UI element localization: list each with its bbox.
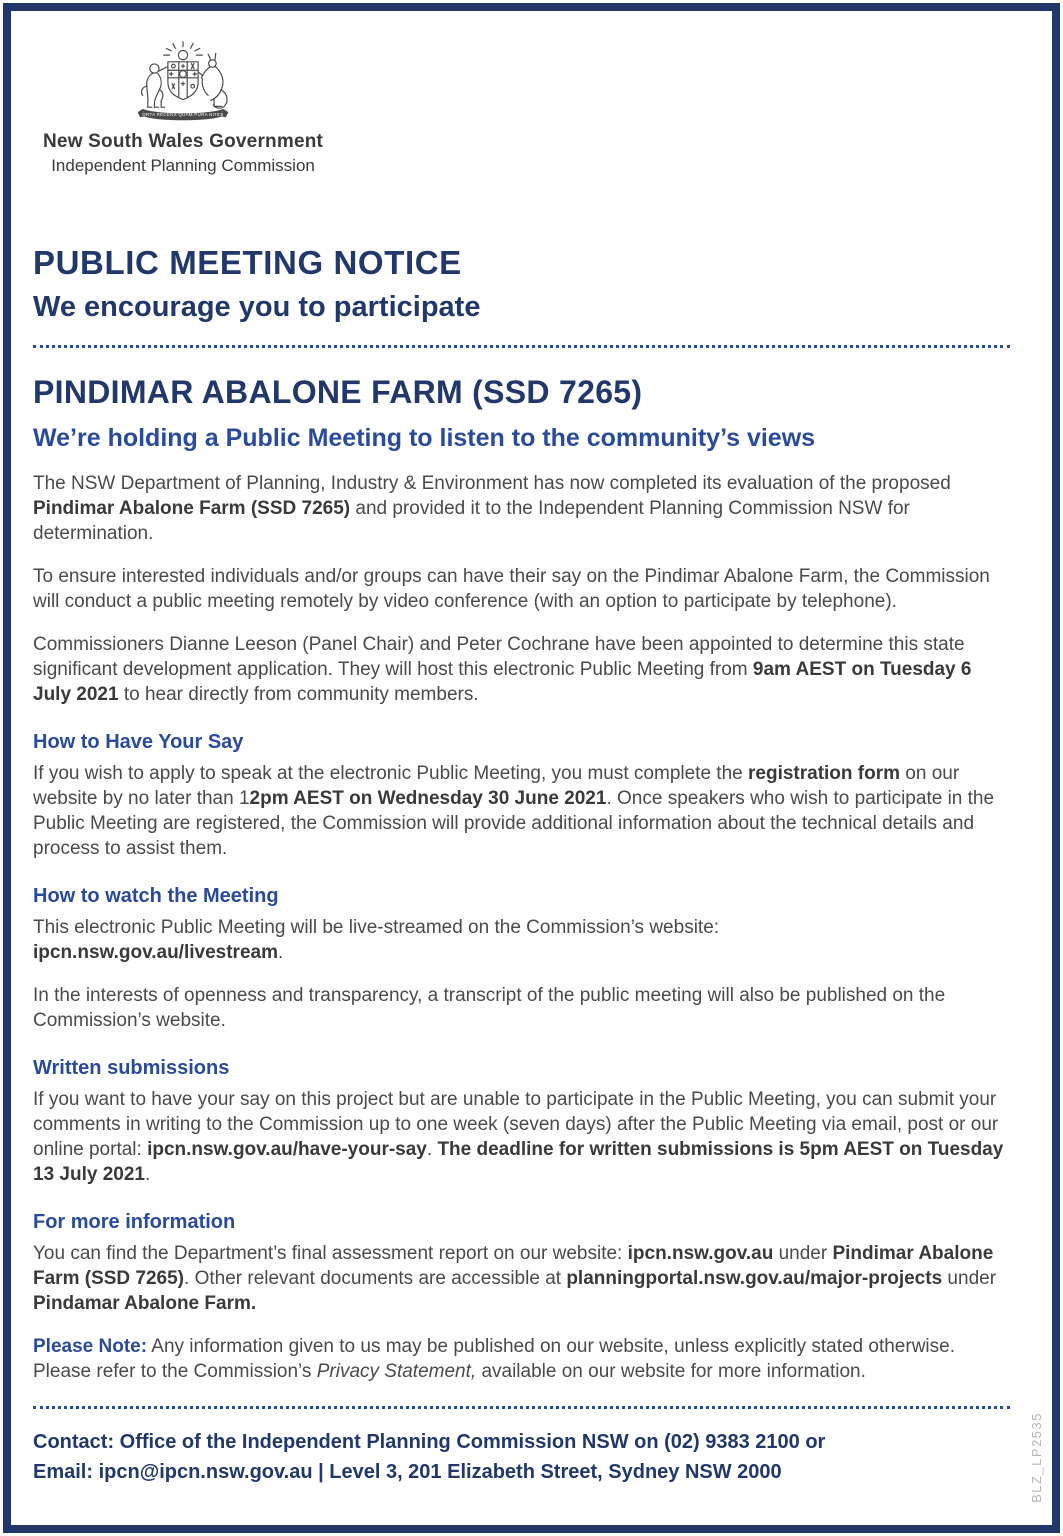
- dotted-divider-bottom: [33, 1406, 1010, 1409]
- print-code: BLZ_LP2535: [1029, 1412, 1044, 1503]
- contact-line-1: Contact: Office of the Independent Planning Commission NSW on (02) 9383 2100 or: [33, 1431, 826, 1453]
- section-heading-watch-meeting: How to watch the Meeting: [33, 885, 279, 907]
- section-more-information-paragraph: You can find the Department’s final assessment report on our website: ipcn.nsw.gov.au under Pindimar Abalone Farm (SSD 7265). Other relevant documents are accessible at planningportal.nsw.gov.au/major-projects under Pindamar Abalone Farm.: [33, 1243, 997, 1314]
- project-title: PINDIMAR ABALONE FARM (SSD 7265): [33, 374, 643, 410]
- nsw-government-logo: [43, 37, 323, 176]
- section-watch-meeting-paragraph-1: This electronic Public Meeting will be live-streamed on the Commission’s website: ipcn.nsw.gov.au/livestream.: [33, 917, 720, 963]
- contact-line-2: Email: ipcn@ipcn.nsw.gov.au | Level 3, 201 Elizabeth Street, Sydney NSW 2000: [33, 1461, 782, 1483]
- crest-motto: ORTA RECENS QUAM PURA NITES: [142, 112, 224, 118]
- notice-title: PUBLIC MEETING NOTICE: [33, 244, 462, 281]
- section-have-your-say-paragraph: If you wish to apply to speak at the electronic Public Meeting, you must complete the registration form on our website by no later than 12pm AEST on Wednesday 30 June 2021. Once speakers who wish to participate in the Public Meeting are registered, the Commission will provide additional information about the technical details and process to assist them.: [33, 763, 995, 859]
- notice-subtitle: We encourage you to participate: [33, 291, 481, 323]
- org-name: New South Wales Government: [43, 131, 324, 152]
- intro-paragraph-1: The NSW Department of Planning, Industry & Environment has now completed its evaluation of the proposed Pindimar Abalone Farm (SSD 7265) and provided it to the Independent Planning Commission NSW for determination.: [33, 473, 951, 544]
- lion-supporter: [142, 64, 168, 107]
- intro-paragraph-2: To ensure interested individuals and/or groups can have their say on the Pindimar Abalone Farm, the Commission will conduct a public meeting remotely by video conference (with an option to participate by telephone).: [33, 566, 990, 612]
- section-heading-more-information: For more information: [33, 1211, 236, 1233]
- project-subtitle: We’re holding a Public Meeting to listen to the community’s views: [33, 424, 816, 452]
- dotted-divider-top: [33, 345, 1010, 348]
- contact-block: [33, 1427, 1010, 1487]
- section-written-submissions-paragraph: If you want to have your say on this project but are unable to participate in the Public Meeting, you can submit your comments in writing to the Commission up to one week (seven days) after the Public Meeting via email, post or our online portal: ipcn.nsw.gov.au/have-your-say. The deadline for written submissions is 5pm AEST on Tuesday 13 July 2021.: [33, 1089, 1004, 1185]
- page-content: [11, 11, 1052, 1487]
- page-border-frame: [3, 3, 1060, 1533]
- nsw-coat-of-arms-icon: [120, 37, 246, 127]
- org-division: Independent Planning Commission: [51, 156, 315, 175]
- please-note-paragraph: Please Note: Any information given to us may be published on our website, unless explicitly stated otherwise. Please refer to the Commission’s Privacy Statement, available on our website for more information.: [33, 1336, 955, 1382]
- section-watch-meeting-paragraph-2: In the interests of openness and transparency, a transcript of the public meeting will also be published on the Commission’s website.: [33, 985, 946, 1031]
- intro-paragraph-3: Commissioners Dianne Leeson (Panel Chair) and Peter Cochrane have been appointed to determine this state significant development application. They will host this electronic Public Meeting from 9am AEST on Tuesday 6 July 2021 to hear directly from community members.: [33, 634, 972, 705]
- section-heading-have-your-say: How to Have Your Say: [33, 731, 244, 753]
- section-heading-written-submissions: Written submissions: [33, 1057, 230, 1079]
- kangaroo-supporter: [198, 53, 227, 108]
